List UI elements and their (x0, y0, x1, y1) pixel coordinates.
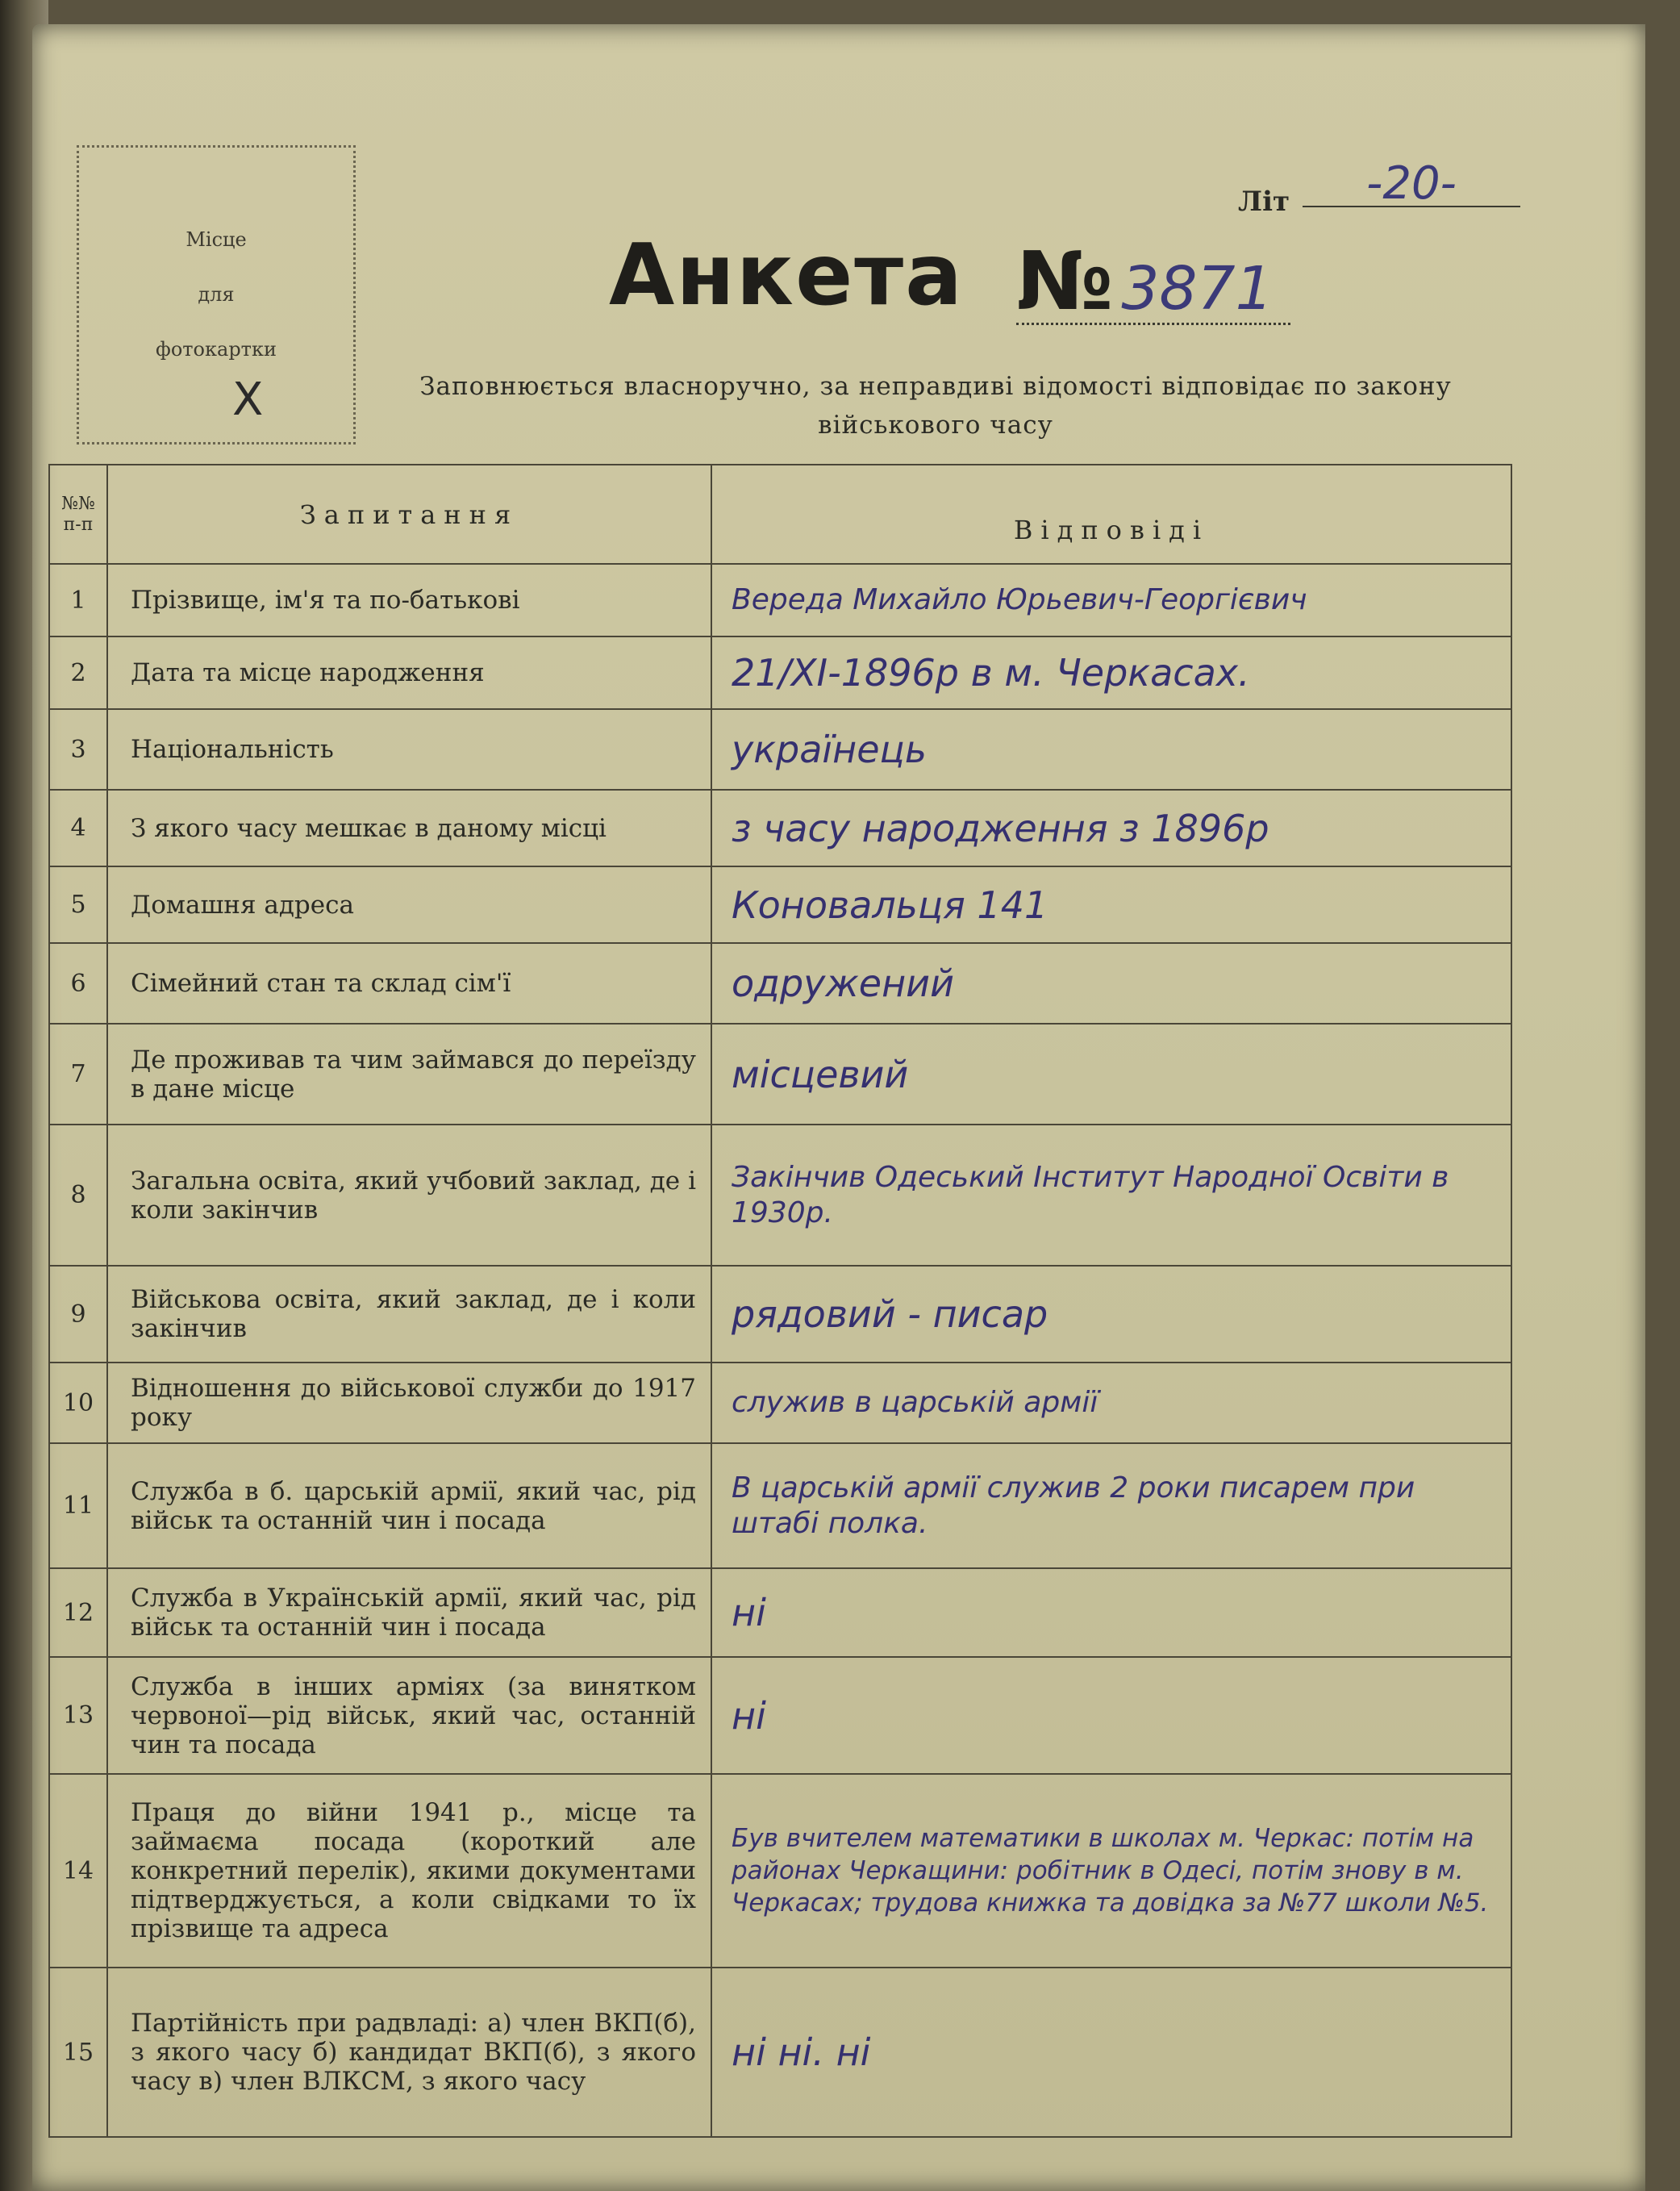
header-number: №№ п-п (49, 465, 107, 564)
row-answer: Вереда Михайло Юрьевич-Георгієвич (711, 564, 1511, 636)
row-answer: одружений (711, 943, 1511, 1024)
row-answer: ні (711, 1568, 1511, 1657)
row-answer: Був вчителем математики в школах м. Черкас: потім на районах Черкащини: робітник в Одесі, потім знову в м. Черкасах; трудова книжка та довідка за №77 школи №5. (711, 1774, 1511, 1968)
table-row (49, 709, 1511, 790)
row-number: 5 (49, 866, 107, 943)
row-number: 4 (49, 790, 107, 866)
row-answer: Коновальця 141 (711, 866, 1511, 943)
table-row (49, 1568, 1511, 1657)
form-number (1016, 234, 1290, 328)
lit-label: Літ (1238, 186, 1290, 218)
row-number: 8 (49, 1125, 107, 1266)
row-answer: Закінчив Одеський Інститут Народної Освіти в 1930р. (711, 1125, 1511, 1266)
table-row (49, 1443, 1511, 1568)
row-question: Дата та місце народження (107, 636, 711, 709)
row-number: 1 (49, 564, 107, 636)
row-number: 10 (49, 1363, 107, 1443)
table-row (49, 1125, 1511, 1266)
row-question: Прізвище, ім'я та по-батькові (107, 564, 711, 636)
row-number: 7 (49, 1024, 107, 1125)
row-question: Сімейний стан та склад сім'ї (107, 943, 711, 1024)
header-question: Запитання (107, 465, 711, 564)
lit-value: -20- (1303, 157, 1520, 207)
row-number: 15 (49, 1968, 107, 2137)
number-sign: № (1016, 234, 1114, 328)
row-answer: рядовий - писар (711, 1266, 1511, 1363)
row-number: 6 (49, 943, 107, 1024)
row-number: 2 (49, 636, 107, 709)
table-row (49, 1363, 1511, 1443)
form-title: Анкета (609, 226, 964, 324)
row-question: Загальна освіта, який учбовий заклад, де і коли закінчив (107, 1125, 711, 1266)
table-row (49, 790, 1511, 866)
photo-label-line1: Місце (186, 228, 247, 251)
form-subtitle: Заповнюється власноручно, за неправдиві відомості відповідає по закону військового часу (419, 372, 1452, 440)
row-answer: 21/XI-1896р в м. Черкасах. (711, 636, 1511, 709)
photo-label-line2: для (198, 283, 235, 306)
row-question: Де проживав та чим займався до переїзду в дане місце (107, 1024, 711, 1125)
row-answer: місцевий (711, 1024, 1511, 1125)
row-number: 3 (49, 709, 107, 790)
photo-label-line3: фотокартки (156, 338, 277, 361)
photo-handwritten-mark: X (232, 374, 264, 426)
photo-placeholder (77, 145, 356, 444)
questionnaire-table (48, 464, 1512, 2138)
table-row (49, 636, 1511, 709)
row-number: 12 (49, 1568, 107, 1657)
row-answer: служив в царській армії (711, 1363, 1511, 1443)
row-question: Партійність при радвладі: а) член ВКП(б), з якого часу б) кандидат ВКП(б), з якого часу в) член ВЛКСМ, з якого часу (107, 1968, 711, 2137)
row-question: З якого часу мешкає в даному місці (107, 790, 711, 866)
row-answer: ні ні. ні (711, 1968, 1511, 2137)
row-question: Національність (107, 709, 711, 790)
row-question: Праця до війни 1941 р., місце та займаєма посада (короткий але конкретний перелік), якими документами підтверджується, а коли свідками то їх прізвище та адреса (107, 1774, 711, 1968)
row-question: Служба в Українській армії, який час, рід військ та останній чин і посада (107, 1568, 711, 1657)
row-number: 11 (49, 1443, 107, 1568)
row-question: Домашня адреса (107, 866, 711, 943)
table-row (49, 866, 1511, 943)
row-answer: українець (711, 709, 1511, 790)
table-row (49, 1266, 1511, 1363)
row-question: Служба в б. царській армії, який час, рід військ та останній чин і посада (107, 1443, 711, 1568)
table-row (49, 564, 1511, 636)
table-row (49, 943, 1511, 1024)
table-row (49, 1657, 1511, 1774)
table-header-row (49, 465, 1511, 564)
row-answer: В царській армії служив 2 роки писарем при штабі полка. (711, 1443, 1511, 1568)
row-number: 14 (49, 1774, 107, 1968)
row-number: 13 (49, 1657, 107, 1774)
form-number-value: 3871 (1121, 254, 1274, 323)
row-number: 9 (49, 1266, 107, 1363)
table-row (49, 1968, 1511, 2137)
header-answer: Відповіді (711, 465, 1511, 564)
row-answer: з часу народження з 1896р (711, 790, 1511, 866)
row-question: Військова освіта, який заклад, де і коли закінчив (107, 1266, 711, 1363)
row-answer: ні (711, 1657, 1511, 1774)
table-row (49, 1774, 1511, 1968)
row-question: Відношення до військової служби до 1917 року (107, 1363, 711, 1443)
table-row (49, 1024, 1511, 1125)
row-question: Служба в інших арміях (за винятком червоної—рід військ, який час, останній чин та посада (107, 1657, 711, 1774)
